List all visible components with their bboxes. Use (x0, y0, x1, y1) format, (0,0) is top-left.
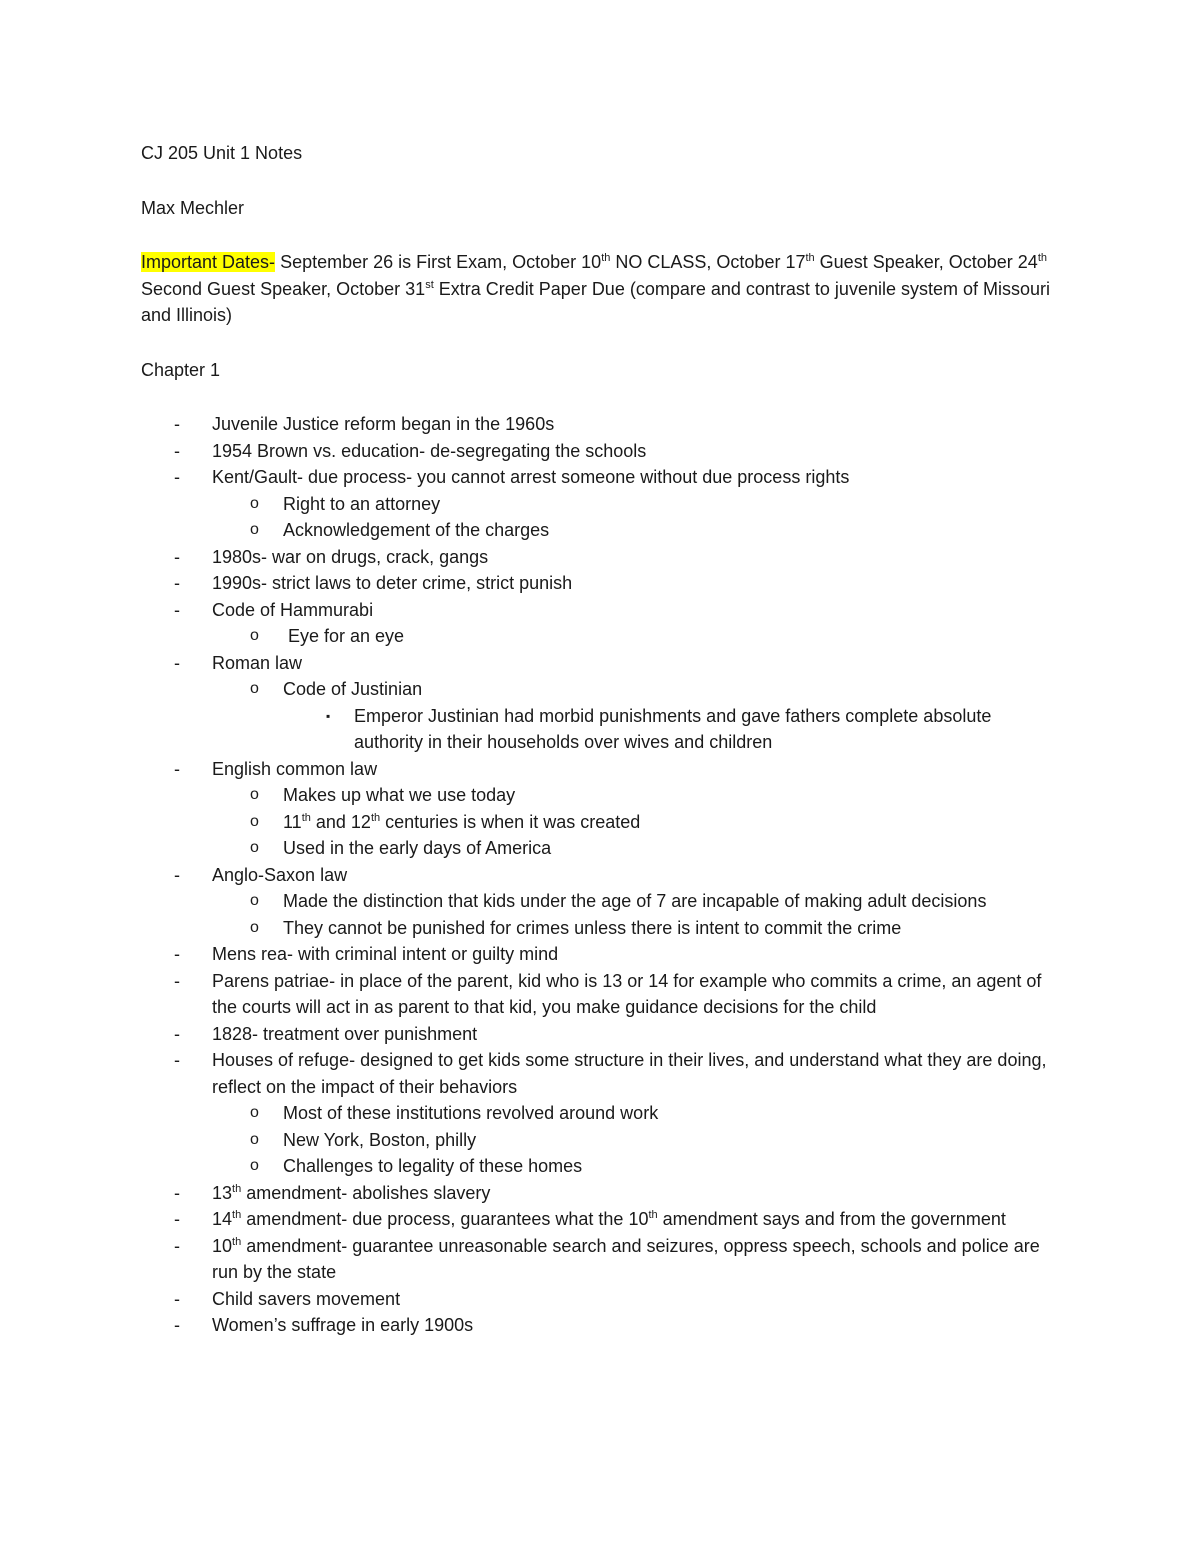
sub-list (212, 623, 1061, 650)
list-item: - 14th amendment- due process, guarantees what the 10th amendment says and from the government (141, 1206, 1061, 1233)
sub-list-item: o Makes up what we use today (212, 782, 1061, 809)
square-marker: ▪ (326, 708, 331, 723)
circle-marker: o (250, 627, 259, 644)
dash-marker: - (174, 944, 180, 964)
doc-title: CJ 205 Unit 1 Notes (141, 143, 303, 163)
list-item: - Women’s suffrage in early 1900s (141, 1312, 1061, 1339)
list-item: - English common law o Makes up what we use today o 11th and 12th centuries is when it was created o Used in the early days of America (141, 756, 1061, 862)
circle-marker: o (250, 892, 259, 909)
sub-list-item: o Challenges to legality of these homes (212, 1153, 1061, 1180)
list-item: - 1990s- strict laws to deter crime, strict punish (141, 570, 1061, 597)
circle-marker: o (250, 1157, 259, 1174)
sub-list-item: o Eye for an eye (212, 623, 1061, 650)
list-item: - 1954 Brown vs. education- de-segregating the schools (141, 438, 1061, 465)
circle-marker: o (250, 786, 259, 803)
list-item: - Juvenile Justice reform began in the 1960s (141, 411, 1061, 438)
sub-list-item: o Acknowledgement of the charges (212, 517, 1061, 544)
circle-marker: o (250, 918, 259, 936)
list-item: - Kent/Gault- due process- you cannot arrest someone without due process rights o Right to an attorney o Acknowledgement of the charges (141, 464, 1061, 544)
list-item: - Houses of refuge- designed to get kids some structure in their lives, and understand what they are doing, reflect on the impact of their behaviors o Most of these institutions revolved around work o New York, Boston, philly o Challenges to legality of these homes (141, 1047, 1061, 1180)
important-dates-label: Important Dates- (141, 252, 276, 272)
sub-list (212, 888, 1061, 941)
sub-list (212, 491, 1061, 544)
dash-marker: - (174, 1315, 180, 1335)
dash-marker: - (174, 599, 180, 620)
list-item: - Roman law o Code of Justinian ▪ Emperor Justinian had morbid punishments and gave fathers complete absolute authority in their households over wives and children (141, 650, 1061, 756)
list-item: - Mens rea- with criminal intent or guilty mind (141, 941, 1061, 968)
sub-list-item: o 11th and 12th centuries is when it was created (212, 809, 1061, 836)
dash-marker: - (174, 970, 180, 991)
dash-marker: - (174, 1288, 180, 1309)
important-dates: Important Dates- September 26 is First Exam, October 10th NO CLASS, October 17th Guest Speaker, October 24th Second Guest Speaker, October 31st Extra Credit Paper Due (compare and contrast to juvenile system of Missouri and Illinois) (141, 252, 1051, 325)
sub-list-item: o New York, Boston, philly (212, 1127, 1061, 1154)
circle-marker: o (250, 812, 259, 830)
dash-marker: - (174, 1235, 180, 1256)
list-item: - Child savers movement (141, 1286, 1061, 1313)
sub-list (212, 1100, 1061, 1180)
dash-marker: - (174, 864, 180, 885)
list-item: - 1828- treatment over punishment (141, 1021, 1061, 1048)
dash-marker: - (174, 573, 180, 593)
circle-marker: o (250, 1104, 259, 1121)
dash-marker: - (174, 546, 180, 567)
sub-list-item: o Code of Justinian ▪ Emperor Justinian had morbid punishments and gave fathers complete absolute authority in their households over wives and children (212, 676, 1061, 756)
sub-list-item: o They cannot be punished for crimes unless there is intent to commit the crime (212, 915, 1061, 942)
dash-marker: - (174, 1050, 180, 1070)
circle-marker: o (250, 521, 259, 538)
notes-page (141, 140, 1061, 1339)
list-item: - 10th amendment- guarantee unreasonable search and seizures, oppress speech, schools and police are run by the state (141, 1233, 1061, 1286)
circle-marker: o (250, 839, 259, 856)
sub-list-item: o Right to an attorney (212, 491, 1061, 518)
dash-marker: - (174, 1023, 180, 1044)
doc-author: Max Mechler (141, 197, 245, 218)
sub-list-item: o Made the distinction that kids under the age of 7 are incapable of making adult decisions (212, 888, 1061, 915)
sub-list-item: o Used in the early days of America (212, 835, 1061, 862)
sub-sub-list (283, 703, 1061, 756)
circle-marker: o (250, 680, 259, 697)
list-item: - Parens patriae- in place of the parent, kid who is 13 or 14 for example who commits a crime, an agent of the courts will act in as parent to that kid, you make guidance decisions for the child (141, 968, 1061, 1021)
chapter-heading: Chapter 1 (141, 359, 221, 380)
circle-marker: o (250, 1130, 259, 1148)
sub-sub-list-item: ▪ Emperor Justinian had morbid punishments and gave fathers complete absolute authority in their households over wives and children (283, 703, 1061, 756)
dash-marker: - (174, 652, 180, 673)
dash-marker: - (174, 1182, 180, 1203)
sub-list-item: o Most of these institutions revolved around work (212, 1100, 1061, 1127)
sub-list (212, 676, 1061, 756)
dash-marker: - (174, 1209, 180, 1229)
list-item: - Anglo-Saxon law o Made the distinction that kids under the age of 7 are incapable of making adult decisions o They cannot be punished for crimes unless there is intent to commit the crime (141, 862, 1061, 942)
circle-marker: o (250, 494, 259, 512)
sub-list (212, 782, 1061, 862)
dash-marker: - (174, 758, 180, 779)
dash-marker: - (174, 440, 180, 461)
dash-marker: - (174, 467, 180, 487)
list-item: - 13th amendment- abolishes slavery (141, 1180, 1061, 1207)
dash-marker: - (174, 414, 180, 434)
list-item: - Code of Hammurabi o Eye for an eye (141, 597, 1061, 650)
chapter-1-list (141, 411, 1061, 1339)
list-item: - 1980s- war on drugs, crack, gangs (141, 544, 1061, 571)
